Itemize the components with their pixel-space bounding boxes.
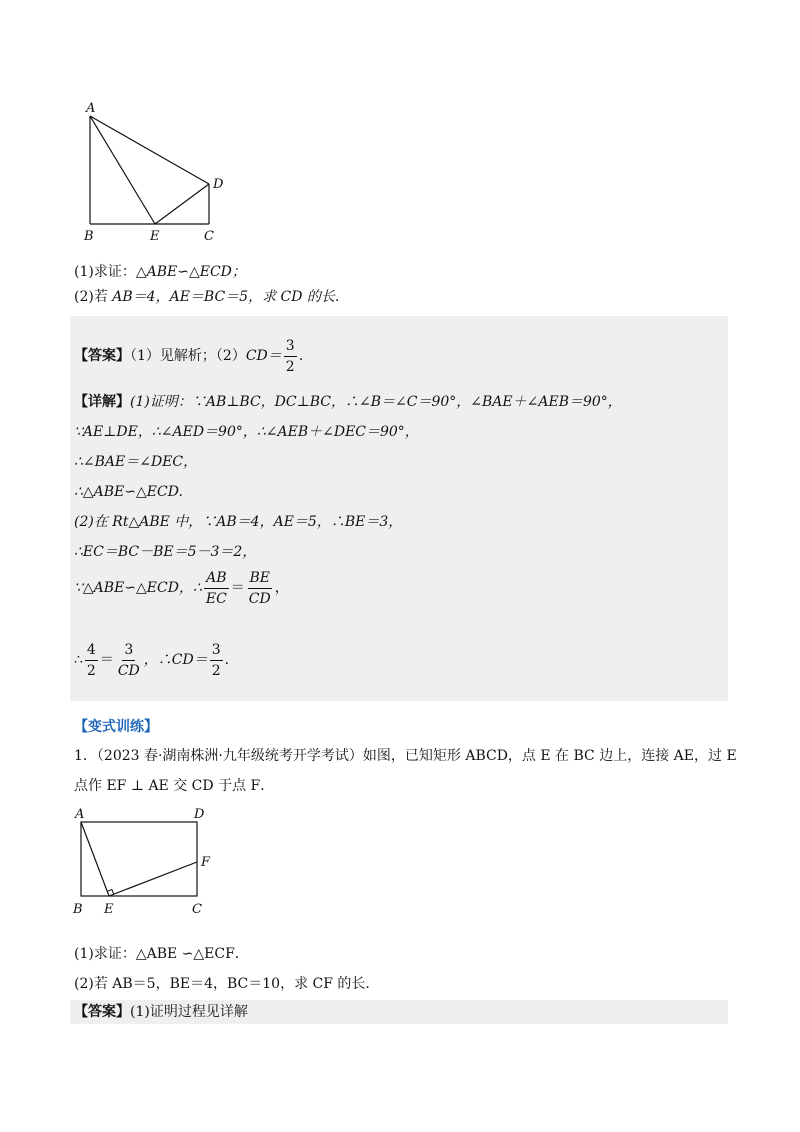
label-e: E bbox=[104, 902, 114, 917]
label-e: E bbox=[150, 229, 160, 244]
detail-line-4: ∴△ABE∽△ECD. bbox=[74, 484, 183, 500]
fraction-3-cd: $\frac{3}{CD}$ bbox=[117, 641, 140, 679]
figure-triangle-abe-ecd bbox=[80, 96, 230, 246]
detail-line-2: ∵AE⊥DE，∴∠AED＝90°，∴∠AEB＋∠DEC＝90°， bbox=[74, 424, 419, 440]
variant-answer-line: 【答案】(1)证明过程见详解 bbox=[74, 1004, 248, 1020]
detail-line-5: (2)在 Rt△ABE 中，∵AB＝4，AE＝5，∴BE＝3， bbox=[74, 514, 403, 530]
detail-line-1: 【详解】(1)证明：∵AB⊥BC，DC⊥BC，∴∠B＝∠C＝90°，∠BAE＋∠AEB＝90°， bbox=[74, 394, 622, 410]
label-f: F bbox=[201, 855, 211, 870]
segment-ef bbox=[109, 862, 197, 896]
detail-line-6: ∴EC＝BC－BE＝5－3＝2， bbox=[74, 544, 257, 560]
label-b: B bbox=[73, 902, 83, 917]
label-d: D bbox=[213, 177, 224, 192]
variant-part1: (1)求证：△ABE ∽△ECF． bbox=[74, 946, 249, 962]
label-b: B bbox=[84, 229, 94, 244]
segment-ae bbox=[81, 822, 109, 896]
fraction-3-2: $\frac{3}{2}$ bbox=[211, 641, 221, 679]
variant-heading: 【变式训练】 bbox=[74, 719, 158, 735]
segment-ae bbox=[90, 116, 155, 224]
variant-part2: (2)若 AB＝5，BE＝4，BC＝10，求 CF 的长. bbox=[74, 976, 370, 992]
label-c: C bbox=[192, 902, 202, 917]
figure-rectangle-abcd bbox=[70, 802, 220, 917]
segment-ad bbox=[90, 116, 209, 184]
variant-question-line-2: 点作 EF ⊥ AE 交 CD 于点 F． bbox=[74, 778, 275, 794]
fraction-be-cd: $\frac{BE}{CD}$ bbox=[248, 569, 271, 607]
label-a: A bbox=[75, 807, 85, 822]
label-c: C bbox=[204, 229, 214, 244]
variant-question-line-1: 1．（2023 春·湖南株洲·九年级统考开学考试）如图，已知矩形 ABCD，点 E 在 BC 边上，连接 AE，过 E bbox=[74, 748, 737, 764]
segment-ed bbox=[155, 184, 209, 224]
detail-line-7: ∵△ABE∽△ECD，∴ $\frac{AB}{EC}$ ＝ $\frac{BE}{CD}$ ， bbox=[74, 569, 289, 607]
label-a: A bbox=[86, 101, 96, 116]
detail-line-3: ∴∠BAE＝∠DEC， bbox=[74, 454, 198, 470]
answer1-line: 【答案】（1）见解析；（2）CD＝ $\frac{3}{2}$ . bbox=[74, 337, 304, 375]
fraction-4-2: $\frac{4}{2}$ bbox=[86, 641, 96, 679]
label-d: D bbox=[194, 807, 205, 822]
fraction-ab-ec: $\frac{AB}{EC}$ bbox=[205, 569, 227, 607]
detail-line-8: ∴ $\frac{4}{2}$ ＝ $\frac{3}{CD}$ ，∴CD＝ $\frac{3}{2}$ . bbox=[74, 641, 230, 679]
q1-part1: (1)求证：△ABE∽△ECD； bbox=[74, 264, 246, 280]
answer1-fraction: $\frac{3}{2}$ bbox=[285, 337, 295, 375]
q1-part2: (2)若 AB＝4，AE＝BC＝5，求 CD 的长. bbox=[74, 289, 340, 305]
